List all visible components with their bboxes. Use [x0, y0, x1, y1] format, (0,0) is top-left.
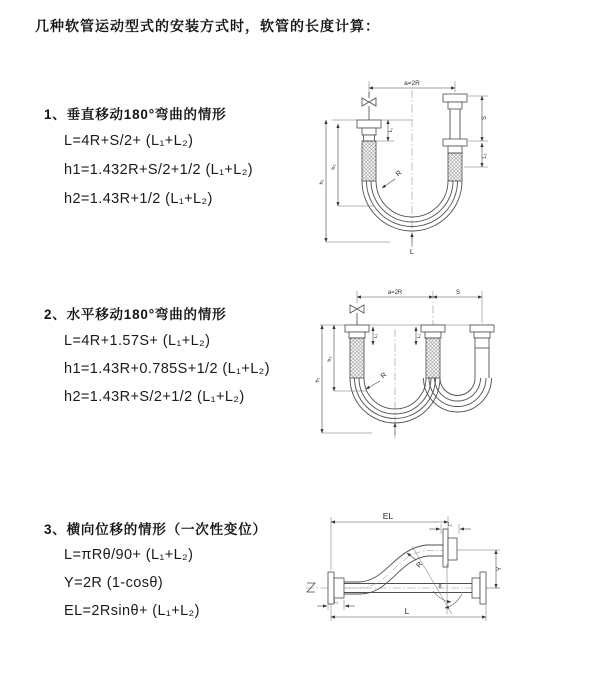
hose-u-bend-moved — [424, 378, 492, 412]
centreline-symbol-icon — [307, 583, 315, 592]
section-2-formula-L: L=4R+1.57S+ (L₁+L₂) — [64, 333, 211, 349]
braided-hose-section — [350, 338, 364, 378]
dim-label-l2: L₂ — [482, 153, 488, 159]
section-3-formula-EL: EL=2Rsinθ+ (L₁+L₂) — [64, 603, 200, 619]
dim-label-l1: L₁ — [333, 599, 339, 605]
hose-s-curve — [344, 545, 443, 594]
dimension-el — [331, 511, 448, 570]
dimension-s — [433, 290, 482, 297]
page-title: 几种软管运动型式的安装方式时，软管的长度计算： — [35, 18, 380, 34]
section-1-formula-L: L=4R+S/2+ (L₁+L₂) — [64, 133, 194, 149]
dim-label-l: L — [404, 606, 410, 616]
dim-label-s: S — [482, 115, 488, 121]
dimension-l1 — [317, 599, 355, 610]
braided-hose-section — [448, 153, 462, 181]
braided-hose-section — [362, 141, 376, 181]
section-2-formula-h1: h1=1.43R+0.785S+1/2 (L₁+L₂) — [64, 361, 270, 377]
radius-leader — [382, 170, 403, 188]
dim-label-l: L — [409, 247, 415, 256]
section-3-formula-L: L=πRθ/90+ (L₁+L₂) — [64, 547, 194, 563]
moved-flange-fitting — [470, 325, 494, 378]
braided-hose-section — [426, 338, 440, 378]
displaced-flange-fitting — [443, 529, 457, 567]
section-1-heading: 1、垂直移动180°弯曲的情形 — [44, 107, 227, 122]
dim-label-h1: h₁ — [315, 377, 321, 383]
radius-leader — [407, 553, 424, 569]
dim-label-r: R — [394, 169, 404, 179]
valve-icon — [350, 305, 364, 325]
dim-label-a2r: a=2R — [404, 80, 420, 87]
dim-label-h2: h₂ — [327, 356, 333, 362]
dim-label-r: R — [379, 371, 389, 381]
valve-icon — [362, 92, 376, 120]
dim-label-theta: θ — [438, 584, 442, 590]
section-2-heading: 2、水平移动180°弯曲的情形 — [44, 307, 227, 322]
dim-label-l2: L₂ — [417, 333, 422, 339]
dim-label-r: R — [415, 560, 425, 570]
left-flange-fitting — [357, 120, 381, 181]
section-1-formula-h2: h2=1.43R+1/2 (L₁+L₂) — [64, 191, 213, 207]
dim-label-l1: L₁ — [374, 333, 379, 339]
dimension-l1 — [373, 327, 379, 345]
dim-label-a2r: a=2R — [387, 290, 403, 296]
section-3-formula-Y: Y=2R (1-cosθ) — [64, 575, 164, 591]
section-2-formula-h2: h2=1.43R+S/2+1/2 (L₁+L₂) — [64, 389, 245, 405]
dimension-l2 — [429, 522, 471, 534]
right-flange-fitting — [443, 94, 467, 181]
radius-leader — [366, 372, 388, 389]
diagram-horizontal-180-bend — [310, 283, 560, 475]
dimension-l — [410, 233, 414, 256]
left-flange-fitting — [345, 325, 369, 378]
section-1-formula-h1: h1=1.432R+S/2+1/2 (L₁+L₂) — [64, 162, 254, 178]
dimension-a2r — [357, 290, 482, 323]
section-3-heading: 3、横向位移的情形（一次性变位） — [44, 522, 267, 537]
diagram-vertical-180-bend — [312, 72, 562, 268]
dim-label-y: Y — [496, 566, 503, 572]
dimension-l2 — [464, 143, 488, 167]
middle-flange-fitting — [421, 325, 445, 378]
dim-label-s: S — [455, 290, 461, 296]
dim-label-h1: h₁ — [319, 179, 325, 185]
dim-label-h2: h₂ — [331, 164, 337, 170]
dimension-l — [331, 604, 486, 621]
dimension-s — [468, 96, 488, 141]
diagram-lateral-displacement — [300, 502, 596, 654]
dim-label-el: EL — [382, 511, 394, 521]
dim-label-l1: L₁ — [388, 127, 394, 133]
dim-label-l2: L₂ — [447, 522, 453, 528]
